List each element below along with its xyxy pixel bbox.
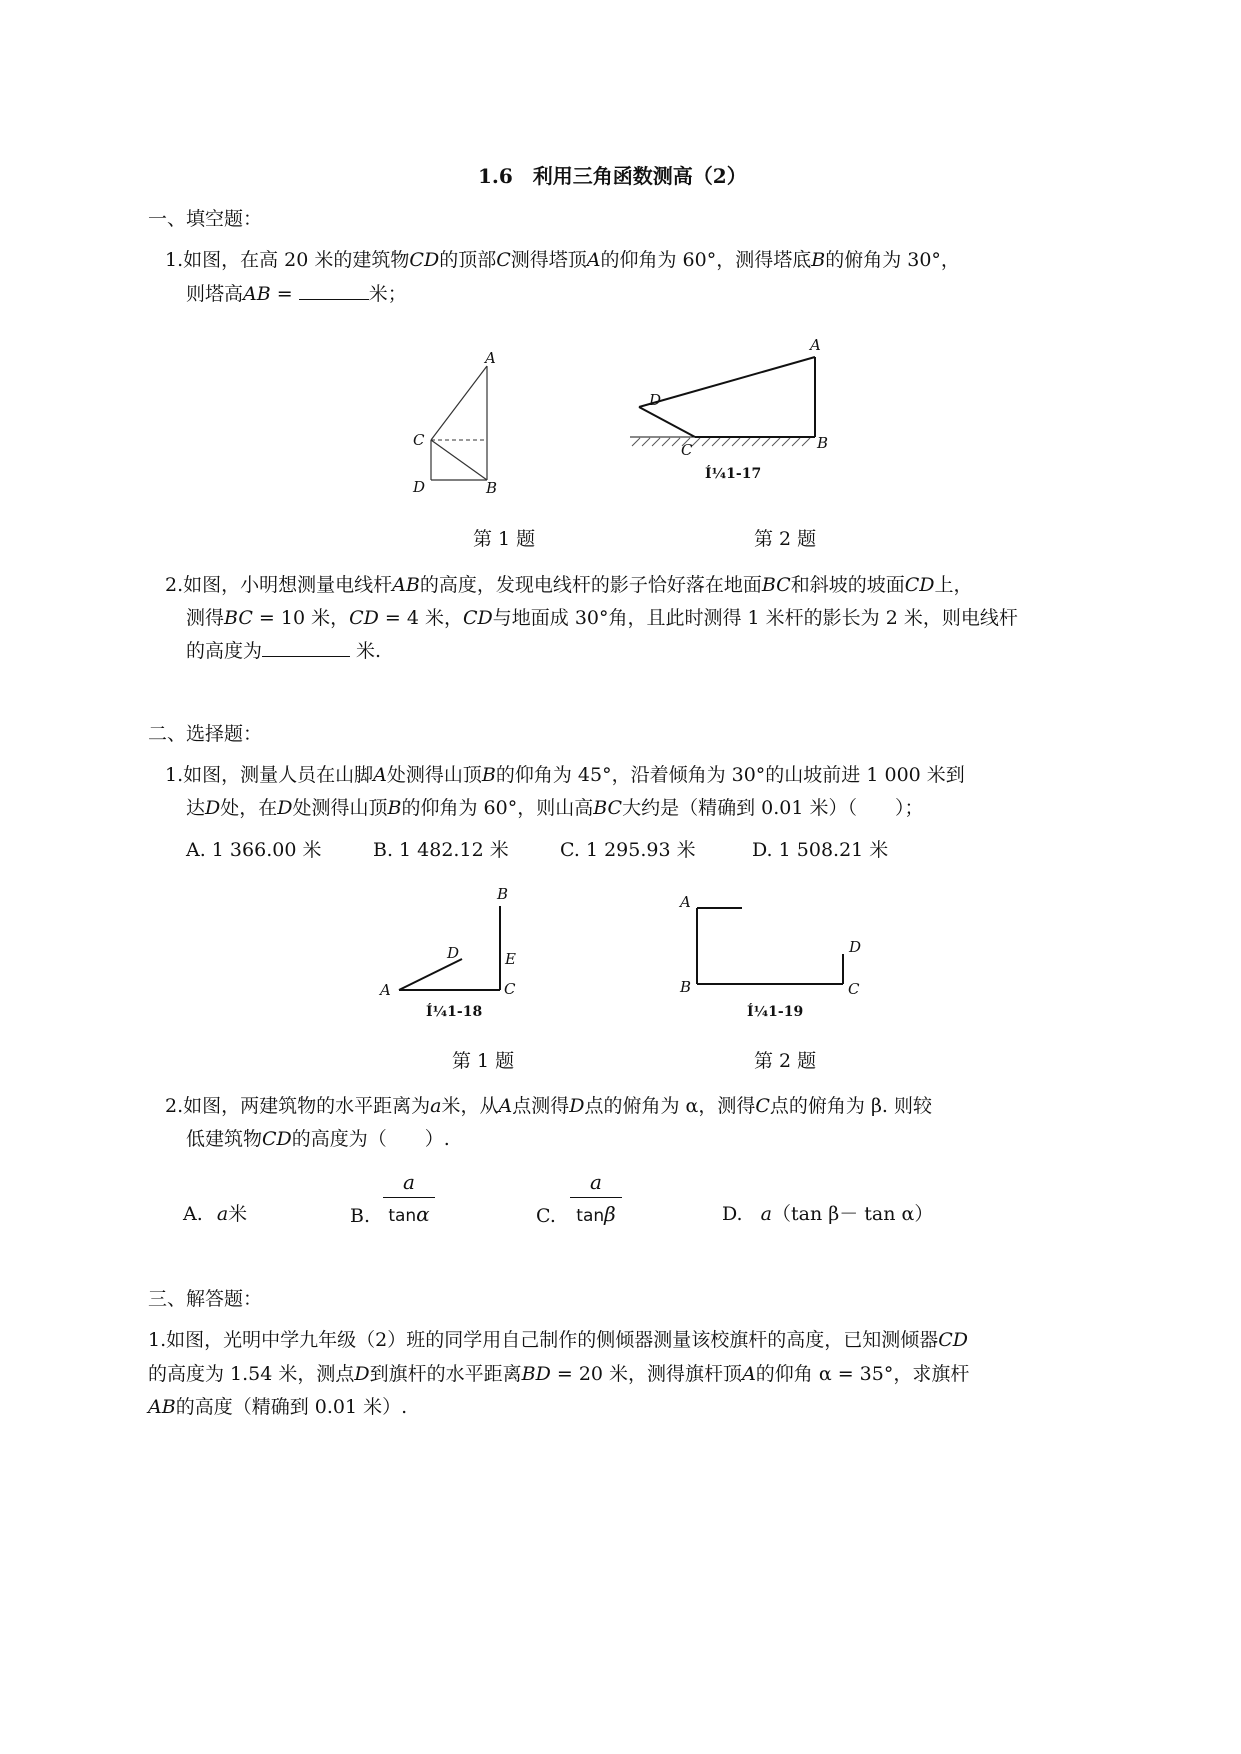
fraction-bar (383, 1197, 435, 1198)
text: 的高度（精确到 0.01 米）. (175, 1396, 408, 1418)
text: 如图，小明想测量电线杆 (183, 574, 393, 596)
caption-q2: 第 2 题 (754, 528, 817, 550)
greek-alpha: α (416, 1202, 430, 1226)
text: 大约是（精确到 0.01 米）（ ）； (622, 797, 924, 819)
variable: CD (904, 574, 935, 596)
text: 的仰角为 45°，沿着倾角为 30°的山坡前进 1 000 米到 (495, 764, 965, 786)
choice-q2-option-b-label[interactable]: B. (350, 1205, 371, 1227)
variable: A (373, 764, 387, 786)
label-c: C (504, 980, 516, 998)
caption-q2: 第 2 题 (754, 1050, 817, 1072)
text: 点的俯角为 α，测得 (584, 1095, 756, 1117)
caption-q1: 第 1 题 (452, 1050, 515, 1072)
sight-line-cb (431, 440, 487, 480)
text: 如图，测量人员在山脚 (183, 764, 374, 786)
unit: 米 (228, 1203, 248, 1225)
choice-q1-option-a[interactable]: A. 1 366.00 米 (186, 839, 322, 861)
answer-blank[interactable] (299, 299, 369, 300)
variable: a (760, 1203, 772, 1225)
figure-tower-building (400, 345, 510, 495)
text: = (270, 283, 299, 305)
text: 处，在 (220, 797, 278, 819)
choice-q2-option-b-fraction[interactable] (383, 1170, 435, 1226)
tan-text: tan (388, 1206, 417, 1226)
expression: （tan β－ tan α） (771, 1203, 934, 1225)
text: 如图，在高 20 米的建筑物 (183, 249, 410, 271)
fill-q2-line1 (165, 576, 973, 595)
variable: a (430, 1095, 442, 1117)
variable: D (354, 1363, 370, 1385)
numerator: a (403, 1170, 415, 1194)
numerator: a (590, 1170, 602, 1194)
section-heading-fill: 一、填空题： (148, 208, 263, 230)
option-label: A. (183, 1203, 203, 1225)
variable: BC (224, 607, 253, 629)
fraction-bar (570, 1197, 622, 1198)
variable: D (277, 797, 293, 819)
figure-caption: Í¼1-17 (705, 466, 762, 482)
text: 处测得山顶 (292, 797, 388, 819)
text: 上， (934, 574, 973, 596)
label-c: C (413, 431, 425, 449)
variable: B (387, 797, 402, 819)
variable: D (205, 797, 221, 819)
variable: B (811, 249, 826, 271)
choice-q1-line1 (165, 766, 965, 785)
text: 的高度，发现电线杆的影子恰好落在地面 (419, 574, 762, 596)
variable: CD (409, 249, 440, 271)
caption-q1: 第 1 题 (473, 528, 536, 550)
label-d: D (413, 478, 426, 496)
fill-q1-line1 (165, 251, 960, 270)
figure-two-buildings (670, 885, 880, 1025)
variable: B (481, 764, 496, 786)
label-b: B (497, 885, 509, 903)
figure-caption: Í¼1-19 (747, 1004, 804, 1020)
text: 的高度为（ ）. (291, 1128, 450, 1150)
text: 到旗杆的水平距离 (369, 1363, 522, 1385)
text: 的仰角为 60°，测得塔底 (600, 249, 812, 271)
text: 达 (186, 797, 206, 819)
sun-ray-ad (639, 357, 815, 407)
sight-line-ca (431, 366, 487, 440)
variable: a (216, 1203, 229, 1225)
label-b: B (680, 978, 692, 996)
answer-q1-line1 (148, 1331, 968, 1350)
label-d: D (649, 391, 662, 409)
choice-q1-option-b[interactable]: B. 1 482.12 米 (373, 839, 509, 861)
text: 点的俯角为 β. 则较 (769, 1095, 933, 1117)
fill-q2-line2 (186, 609, 1018, 628)
text: 的俯角为 30°， (825, 249, 960, 271)
text: 如图，光明中学九年级（2）班的同学用自己制作的侧倾器测量该校旗杆的高度，已知测倾器 (166, 1329, 939, 1351)
question-number: 1. (165, 249, 184, 271)
variable: AB (392, 574, 420, 596)
denominator (570, 1202, 622, 1226)
question-number: 1. (148, 1329, 167, 1351)
slope-line-dc (639, 407, 695, 437)
text: 与地面成 30°角，且此时测得 1 米杆的影长为 2 米，则电线杆 (492, 607, 1018, 629)
choice-q2-option-c-label[interactable]: C. (536, 1205, 556, 1227)
label-c: C (681, 441, 693, 459)
answer-q1-line2 (148, 1365, 969, 1384)
question-number: 2. (165, 1095, 184, 1117)
text: = 10 米， (252, 607, 350, 629)
text: = 4 米， (378, 607, 464, 629)
choice-q2-option-c-fraction[interactable] (570, 1170, 622, 1226)
label-d: D (447, 944, 460, 962)
choice-q1-option-c[interactable]: C. 1 295.93 米 (560, 839, 696, 861)
choice-q2-line2 (186, 1130, 450, 1149)
variable: C (755, 1095, 770, 1117)
variable: A (586, 249, 601, 271)
page-title: 1.6 利用三角函数测高（2） (478, 164, 747, 188)
text: 米； (368, 283, 407, 305)
text: 的高度为 1.54 米，测点 (148, 1363, 355, 1385)
text: 的高度为 (186, 640, 263, 662)
greek-beta: β (604, 1202, 616, 1226)
label-a: A (485, 349, 496, 367)
text: 如图，两建筑物的水平距离为 (183, 1095, 431, 1117)
text: 米. (350, 640, 382, 662)
choice-q2-option-a[interactable] (183, 1205, 247, 1224)
option-label: D. (722, 1203, 743, 1225)
variable: A (498, 1095, 513, 1117)
label-c: C (848, 980, 860, 998)
text: 的仰角 α = 35°，求旗杆 (755, 1363, 970, 1385)
text: 测得 (186, 607, 225, 629)
variable: BC (593, 797, 623, 819)
variable: D (569, 1095, 585, 1117)
answer-blank[interactable] (262, 656, 350, 657)
label-b: B (817, 434, 829, 452)
slope-line-ad (399, 959, 462, 990)
label-e: E (505, 950, 516, 968)
variable: BD (521, 1363, 551, 1385)
variable: C (496, 249, 511, 271)
variable: AB (243, 283, 271, 305)
choice-q2-line1 (165, 1097, 932, 1116)
variable: CD (349, 607, 379, 629)
variable: BC (761, 574, 791, 596)
denominator (383, 1202, 435, 1226)
choice-q1-line2 (186, 799, 923, 818)
variable: AB (148, 1396, 176, 1418)
section-heading-answer: 三、解答题： (148, 1288, 263, 1310)
choice-q1-option-d[interactable]: D. 1 508.21 米 (752, 839, 889, 861)
fill-q2-line3 (186, 642, 381, 661)
text: = 20 米，测得旗杆顶 (550, 1363, 743, 1385)
label-a: A (810, 336, 821, 354)
answer-q1-line3 (148, 1398, 407, 1417)
fill-q1-line2 (186, 285, 407, 304)
figure-pole-shadow (630, 330, 850, 480)
text: 点测得 (512, 1095, 570, 1117)
variable: CD (463, 607, 493, 629)
tan-text: tan (576, 1206, 605, 1226)
text: 低建筑物 (186, 1128, 263, 1150)
ground-hatching (632, 438, 810, 446)
choice-q2-option-d[interactable] (722, 1205, 933, 1224)
figure-caption: Í¼1-18 (426, 1004, 483, 1020)
label-a: A (380, 981, 391, 999)
label-d: D (849, 938, 862, 956)
text: 米，从 (441, 1095, 499, 1117)
variable: CD (938, 1329, 969, 1351)
text: 的顶部 (439, 249, 497, 271)
figure-mountain-slope (375, 885, 525, 1025)
section-heading-choice: 二、选择题： (148, 723, 263, 745)
text: 处测得山顶 (386, 764, 482, 786)
label-a: A (680, 893, 691, 911)
question-number: 2. (165, 574, 184, 596)
text: 测得塔顶 (510, 249, 587, 271)
text: 的仰角为 60°，则山高 (401, 797, 594, 819)
text: 和斜坡的坡面 (790, 574, 905, 596)
text: 则塔高 (186, 283, 244, 305)
label-b: B (486, 479, 498, 497)
question-number: 1. (165, 764, 184, 786)
variable: A (742, 1363, 756, 1385)
variable: CD (262, 1128, 292, 1150)
